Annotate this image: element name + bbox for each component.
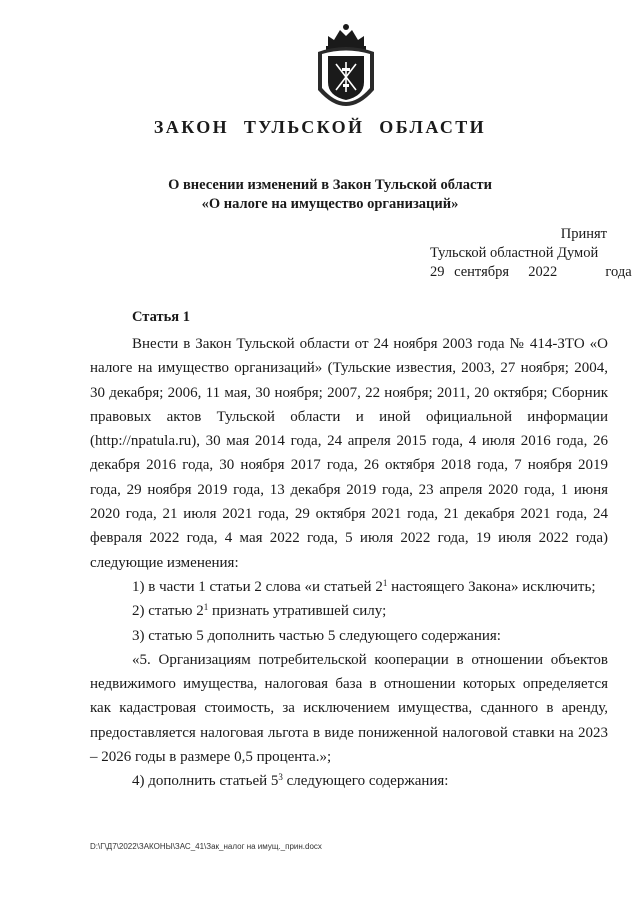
article-body bbox=[90, 332, 608, 794]
quote-line: предоставляется налоговая льгота в виде пониженной налоговой ставки на bbox=[90, 724, 574, 741]
subtitle-line: «О налоге на имущество организаций» bbox=[201, 196, 459, 212]
tula-coat-of-arms-icon bbox=[314, 20, 378, 108]
amendment-item-3: 3) статью 5 дополнить частью 5 следующего содержания: bbox=[132, 627, 501, 644]
intro-line: 2004, 30 декабря; 2006, 11 мая, 30 ноября; 2007, 22 ноября; 2011, 20 октября; bbox=[90, 360, 608, 401]
intro-line: 24 февраля 2022 года, 4 мая 2022 года, 5 июля 2022 года, 19 июля 2022 года) bbox=[90, 506, 608, 547]
article-intro-paragraph bbox=[90, 332, 608, 575]
adopted-by: Тульской областной Думой bbox=[430, 245, 599, 261]
adoption-block bbox=[430, 225, 632, 282]
amendment-item-1 bbox=[90, 575, 608, 599]
intro-line: следующие изменения: bbox=[90, 554, 239, 571]
article-heading: Статья 1 bbox=[132, 309, 190, 325]
amendment-item-4 bbox=[90, 769, 608, 793]
amendment-item-2 bbox=[90, 599, 608, 623]
intro-line: Сборник правовых актов Тульской области и иной официальной информации bbox=[90, 384, 609, 425]
item-text: 4) дополнить статьей 5 bbox=[132, 773, 279, 790]
quote-line: как кадастровая стоимость, за исключением имущества, сданного в аренду, bbox=[90, 700, 608, 717]
intro-line: года, 29 ноября 2019 года, 13 декабря 2019 года, 23 апреля 2020 года, 1 июня bbox=[90, 481, 608, 498]
intro-line: 2020 года, 21 июля 2021 года, 29 октября 2021 года, 21 декабря 2021 года, bbox=[90, 506, 588, 523]
law-subtitle bbox=[0, 176, 640, 214]
quote-line: «5. Организациям потребительской кооперации в отношении объектов bbox=[132, 651, 608, 668]
adopted-label: Принят bbox=[560, 226, 607, 242]
subtitle-line: О внесении изменений в Закон Тульской области bbox=[168, 177, 492, 193]
quoted-part-5 bbox=[90, 648, 608, 769]
item-text: настоящего Закона» исключить; bbox=[387, 578, 596, 595]
intro-line: (http://npatula.ru), 30 мая 2014 года, 24 апреля 2015 года, 4 июля 2016 года, bbox=[90, 433, 588, 450]
intro-line: «О налоге на имущество организаций» (Тульские известия, 2003, 27 ноября; bbox=[90, 336, 608, 377]
adopted-date: 29 сентября 2022 года bbox=[430, 264, 632, 280]
item-text: признать утратившей силу; bbox=[208, 603, 387, 620]
item-text: следующего содержания: bbox=[282, 773, 449, 790]
item-text: 1) в части 1 статьи 2 слова «и статьей 2 bbox=[132, 578, 383, 595]
item-text: 2) статью 2 bbox=[132, 603, 204, 620]
law-title: ЗАКОН ТУЛЬСКОЙ ОБЛАСТИ bbox=[153, 117, 487, 137]
file-path-footer: D:\Г\Д7\2022\ЗАКОНЫ\ЗАС_41\Зак_налог на имущ._прин.docx bbox=[90, 842, 322, 851]
item-superscript: 3 bbox=[278, 772, 283, 783]
intro-line: 26 декабря 2016 года, 30 ноября 2017 года, 26 октября 2018 года, 7 ноября 2019 bbox=[90, 433, 609, 474]
quote-line: недвижимого имущества, налоговая база в отношении которых определяется bbox=[90, 676, 608, 693]
item-superscript: 1 bbox=[382, 577, 388, 588]
quote-line: 2023 – 2026 годы в размере 0,5 процента.»; bbox=[90, 724, 609, 766]
intro-line: Внести в Закон Тульской области от 24 ноября 2003 года № 414-ЗТО bbox=[132, 336, 585, 352]
item-superscript: 1 bbox=[203, 602, 209, 613]
